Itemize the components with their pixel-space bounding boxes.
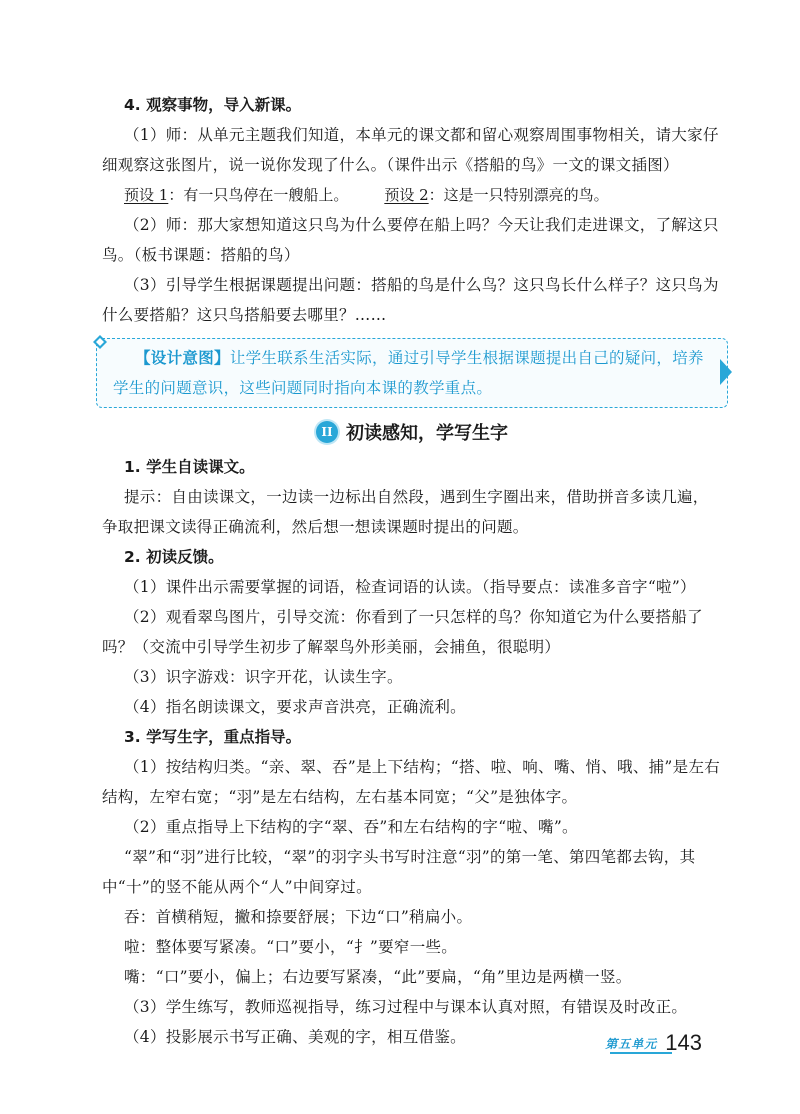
para-guide-questions: （3）引导学生根据课题提出问题：搭船的鸟是什么鸟？这只鸟长什么样子？这只鸟为什么要搭船？这只鸟搭船要去哪里？…… xyxy=(102,276,719,324)
section-title-text: 初读感知，学写生字 xyxy=(346,423,508,444)
para-la: 啦：整体要写紧凑。“口”要小，“扌”要窄一些。 xyxy=(124,938,458,956)
para-projection: （4）投影展示书写正确、美观的字，相互借鉴。 xyxy=(124,1028,466,1046)
para-feedback-3: （3）识字游戏：识字开花，认读生字。 xyxy=(124,668,403,686)
para-structure: （1）按结构归类。“亲、翠、吞”是上下结构；“搭、啦、响、嘴、悄、哦、捕”是左右结构，左窄右宽；“羽”是左右结构，左右基本同宽；“父”是独体字。 xyxy=(102,758,721,806)
page-footer xyxy=(605,1030,702,1056)
heading-feedback: 2. 初读反馈。 xyxy=(124,548,224,566)
lesson-content xyxy=(102,90,722,1052)
para-key-guide: （2）重点指导上下结构的字“翠、吞”和左右结构的字“啦、嘴”。 xyxy=(124,818,578,836)
heading-write-characters: 3. 学写生字，重点指导。 xyxy=(124,728,302,746)
para-feedback-2: （2）观看翠鸟图片，引导交流：你看到了一只怎样的鸟？你知道它为什么要搭船了吗？（交流中引导学生初步了解翠鸟外形美丽，会捕鱼，很聪明） xyxy=(102,608,703,656)
corner-ornament-icon xyxy=(93,335,107,349)
preset-1-label: 预设 1 xyxy=(124,186,169,204)
unit-label: 第五单元 xyxy=(605,1036,658,1051)
presets-row xyxy=(102,180,722,210)
page-number: 143 xyxy=(665,1030,702,1055)
para-feedback-4: （4）指名朗读课文，要求声音洪亮，正确流利。 xyxy=(124,698,466,716)
section-number-badge: II xyxy=(316,421,338,443)
para-teacher-1: （1）师：从单元主题我们知道，本单元的课文都和留心观察周围事物相关，请大家仔细观察这张图片，说一说你发现了什么。（课件出示《搭船的鸟》一文的课文插图） xyxy=(102,126,719,174)
para-compare: “翠”和“羽”进行比较，“翠”的羽字头书写时注意“羽”的第一笔、第四笔都去钩，其中“十”的竖不能从两个“人”中间穿过。 xyxy=(102,848,696,896)
side-ornament-icon xyxy=(720,359,732,385)
para-zui: 嘴：“口”要小，偏上；右边要写紧凑，“此”要扁，“角”里边是两横一竖。 xyxy=(124,968,632,986)
heading-self-read: 1. 学生自读课文。 xyxy=(124,458,255,476)
preset-2-text: ：这是一只特别漂亮的鸟。 xyxy=(428,186,609,204)
design-intent-box xyxy=(96,338,728,408)
design-intent-body: 让学生联系生活实际，通过引导学生根据课题提出自己的疑问，培养学生的问题意识，这些问题同时指向本课的教学重点。 xyxy=(113,349,704,397)
para-tun: 吞：首横稍短，撇和捺要舒展；下边“口”稍扁小。 xyxy=(124,908,473,926)
heading-observe: 4. 观察事物，导入新课。 xyxy=(124,96,302,114)
para-hint: 提示：自由读课文，一边读一边标出自然段，遇到生字圈出来，借助拼音多读几遍，争取把课文读得正确流利，然后想一想读课题时提出的问题。 xyxy=(102,488,709,536)
para-feedback-1: （1）课件出示需要掌握的词语，检查词语的认读。（指导要点：读准多音字“啦”） xyxy=(124,578,696,596)
para-teacher-2: （2）师：那大家想知道这只鸟为什么要停在船上吗？今天让我们走进课文，了解这只鸟。（板书课题：搭船的鸟） xyxy=(102,216,719,264)
para-practice: （3）学生练写，教师巡视指导，练习过程中与课本认真对照，有错误及时改正。 xyxy=(124,998,688,1016)
section-title xyxy=(102,416,722,448)
design-intent-tag: 【设计意图】 xyxy=(135,348,230,367)
design-intent-text xyxy=(113,343,711,403)
preset-1-text: ：有一只鸟停在一艘船上。 xyxy=(168,186,349,204)
preset-2-label: 预设 2 xyxy=(384,186,429,204)
